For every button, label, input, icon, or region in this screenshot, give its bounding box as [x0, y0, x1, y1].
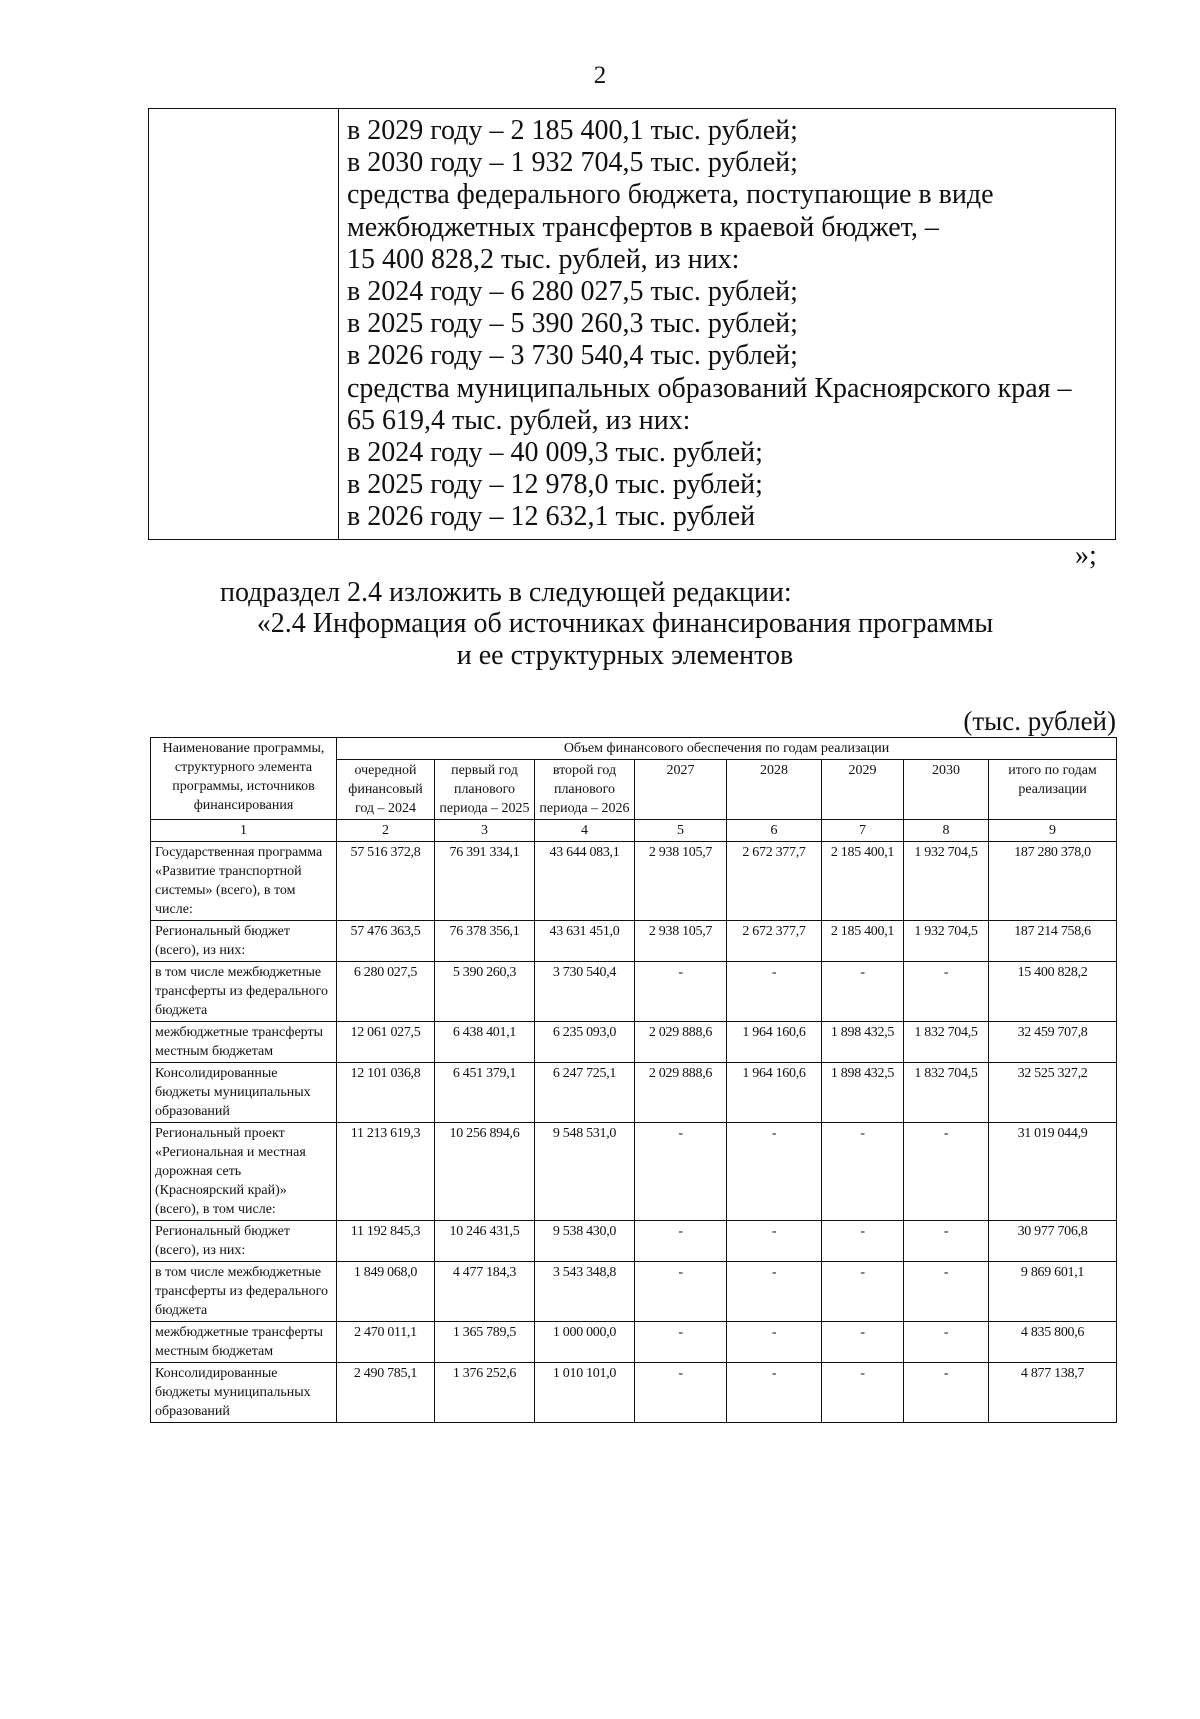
funding-line: в 2029 году – 2 185 400,1 тыс. рублей; [347, 115, 798, 146]
row-value: 1 898 432,5 [822, 1022, 904, 1063]
row-value: 2 029 888,6 [635, 1063, 727, 1123]
row-value: 2 672 377,7 [727, 842, 822, 921]
table-row [151, 1322, 1117, 1363]
row-value: - [727, 1322, 822, 1363]
row-value: 1 932 704,5 [904, 921, 989, 962]
row-value: 30 977 706,8 [989, 1221, 1117, 1262]
row-value: 2 490 785,1 [337, 1363, 435, 1423]
row-value: - [727, 962, 822, 1022]
year-header-2026: второй год планового периода – 2026 [535, 760, 635, 820]
row-value: 57 516 372,8 [337, 842, 435, 921]
row-value: - [904, 962, 989, 1022]
row-name: в том числе межбюджетные трансферты из федерального бюджета [151, 1262, 337, 1322]
row-value: 2 029 888,6 [635, 1022, 727, 1063]
row-value: 43 644 083,1 [535, 842, 635, 921]
name-column-header: Наименование программы, структурного элемента программы, источников финансирования [151, 738, 337, 820]
table-row [151, 1363, 1117, 1423]
row-value: 6 247 725,1 [535, 1063, 635, 1123]
row-name: в том числе межбюджетные трансферты из федерального бюджета [151, 962, 337, 1022]
row-value: 10 246 431,5 [435, 1221, 535, 1262]
column-number: 8 [904, 820, 989, 842]
row-value: 9 538 430,0 [535, 1221, 635, 1262]
year-header-2024: очередной финансовый год – 2024 [337, 760, 435, 820]
row-value: 2 470 011,1 [337, 1322, 435, 1363]
row-value: - [822, 1221, 904, 1262]
row-value: 32 525 327,2 [989, 1063, 1117, 1123]
continuation-table [148, 108, 1116, 540]
row-value: 1 898 432,5 [822, 1063, 904, 1123]
row-value: 1 849 068,0 [337, 1262, 435, 1322]
funding-line: в 2025 году – 5 390 260,3 тыс. рублей; [347, 308, 798, 340]
row-value: 1 010 101,0 [535, 1363, 635, 1423]
row-value: 11 192 845,3 [337, 1221, 435, 1262]
row-value: 2 938 105,7 [635, 921, 727, 962]
row-name: межбюджетные трансферты местным бюджетам [151, 1022, 337, 1063]
funding-line: 65 619,4 тыс. рублей, из них: [347, 404, 691, 436]
row-value: 43 631 451,0 [535, 921, 635, 962]
row-name: Консолидированные бюджеты муниципальных образований [151, 1363, 337, 1423]
row-value: 1 376 252,6 [435, 1363, 535, 1423]
funding-line: в 2024 году – 6 280 027,5 тыс. рублей; [347, 276, 798, 308]
column-number: 2 [337, 820, 435, 842]
row-value: 6 438 401,1 [435, 1022, 535, 1063]
section-heading: «2.4 Информация об источниках финансирования программы [256, 608, 994, 639]
financing-table [150, 737, 1117, 1423]
table-row [151, 962, 1117, 1022]
financing-table-body [151, 842, 1117, 1423]
row-value: 1 832 704,5 [904, 1063, 989, 1123]
row-value: 1 365 789,5 [435, 1322, 535, 1363]
row-value: 32 459 707,8 [989, 1022, 1117, 1063]
funding-line: в 2025 году – 12 978,0 тыс. рублей; [347, 469, 763, 501]
row-value: 9 548 531,0 [535, 1123, 635, 1221]
row-value: 1 832 704,5 [904, 1022, 989, 1063]
row-name: Региональный бюджет (всего), из них: [151, 921, 337, 962]
row-value: - [727, 1123, 822, 1221]
row-value: 10 256 894,6 [435, 1123, 535, 1221]
column-number: 4 [535, 820, 635, 842]
intro-text: подраздел 2.4 изложить в следующей редакции: [220, 577, 792, 608]
year-header-2027: 2027 [635, 760, 727, 820]
funding-line: в 2024 году – 40 009,3 тыс. рублей; [347, 437, 763, 469]
row-value: - [822, 1262, 904, 1322]
funding-line: межбюджетных трансфертов в краевой бюджет, – [347, 211, 939, 243]
row-value: - [904, 1322, 989, 1363]
row-value: - [635, 962, 727, 1022]
continuation-table-text-cell [339, 109, 1115, 539]
row-value: - [904, 1123, 989, 1221]
year-header-2025: первый год планового периода – 2025 [435, 760, 535, 820]
row-value: 2 938 105,7 [635, 842, 727, 921]
row-value: 1 000 000,0 [535, 1322, 635, 1363]
funding-line: в 2030 году – 1 932 704,5 тыс. рублей; [347, 147, 798, 179]
funding-line: в 2026 году – 12 632,1 тыс. рублей [347, 501, 756, 533]
column-number: 3 [435, 820, 535, 842]
row-value: 187 214 758,6 [989, 921, 1117, 962]
row-value: - [727, 1363, 822, 1423]
row-value: 76 391 334,1 [435, 842, 535, 921]
page-number: 2 [593, 62, 607, 89]
funding-line: 15 400 828,2 тыс. рублей, из них: [347, 243, 740, 275]
row-value: 1 964 160,6 [727, 1063, 822, 1123]
row-value: 6 451 379,1 [435, 1063, 535, 1123]
row-name: межбюджетные трансферты местным бюджетам [151, 1322, 337, 1363]
row-value: 11 213 619,3 [337, 1123, 435, 1221]
section-heading-continued: и ее структурных элементов [456, 640, 794, 671]
row-value: - [822, 1123, 904, 1221]
units-label: (тыс. рублей) [963, 706, 1116, 736]
column-number: 1 [151, 820, 337, 842]
row-value: 4 477 184,3 [435, 1262, 535, 1322]
row-value: - [904, 1221, 989, 1262]
row-value: 12 101 036,8 [337, 1063, 435, 1123]
table-row [151, 1262, 1117, 1322]
row-value: 2 185 400,1 [822, 921, 904, 962]
row-value: 2 185 400,1 [822, 842, 904, 921]
row-value: - [635, 1322, 727, 1363]
row-value: 57 476 363,5 [337, 921, 435, 962]
column-number: 9 [989, 820, 1117, 842]
table-row [151, 921, 1117, 962]
table-row [151, 1063, 1117, 1123]
row-value: 12 061 027,5 [337, 1022, 435, 1063]
row-value: 6 280 027,5 [337, 962, 435, 1022]
row-value: 6 235 093,0 [535, 1022, 635, 1063]
row-value: - [822, 1363, 904, 1423]
row-value: - [635, 1363, 727, 1423]
row-name: Государственная программа «Развитие транспортной системы» (всего), в том числе: [151, 842, 337, 921]
funding-line: в 2026 году – 3 730 540,4 тыс. рублей; [347, 340, 798, 372]
row-value: - [727, 1221, 822, 1262]
year-header-2030: 2030 [904, 760, 989, 820]
continuation-table-label-cell [149, 109, 339, 539]
column-number-row [151, 820, 1117, 842]
row-value: 5 390 260,3 [435, 962, 535, 1022]
row-value: 3 543 348,8 [535, 1262, 635, 1322]
row-value: 1 964 160,6 [727, 1022, 822, 1063]
row-value: - [822, 1322, 904, 1363]
row-value: 31 019 044,9 [989, 1123, 1117, 1221]
table-row [151, 1022, 1117, 1063]
column-number: 7 [822, 820, 904, 842]
table-row [151, 1221, 1117, 1262]
row-value: 2 672 377,7 [727, 921, 822, 962]
row-value: 15 400 828,2 [989, 962, 1117, 1022]
closing-quote: »; [1075, 540, 1097, 571]
row-name: Консолидированные бюджеты муниципальных образований [151, 1063, 337, 1123]
row-value: - [904, 1363, 989, 1423]
row-value: 3 730 540,4 [535, 962, 635, 1022]
row-value: - [727, 1262, 822, 1322]
row-value: - [822, 962, 904, 1022]
column-number: 5 [635, 820, 727, 842]
row-value: - [635, 1262, 727, 1322]
row-value: 4 877 138,7 [989, 1363, 1117, 1423]
year-header-2029: 2029 [822, 760, 904, 820]
row-name: Региональный бюджет (всего), из них: [151, 1221, 337, 1262]
row-name: Региональный проект «Региональная и местная дорожная сеть (Красноярский край)» (всего), в том числе: [151, 1123, 337, 1221]
table-row [151, 1123, 1117, 1221]
funding-line: средства муниципальных образований Красноярского края – [347, 372, 1072, 404]
year-header-2028: 2028 [727, 760, 822, 820]
row-value: 187 280 378,0 [989, 842, 1117, 921]
column-number: 6 [727, 820, 822, 842]
table-row [151, 842, 1117, 921]
row-value: - [635, 1221, 727, 1262]
funding-line: средства федерального бюджета, поступающие в виде [347, 179, 994, 211]
total-header: итого по годам реализации [989, 760, 1117, 820]
funding-group-header: Объем финансового обеспечения по годам реализации [337, 738, 1117, 760]
row-value: 76 378 356,1 [435, 921, 535, 962]
row-value: 1 932 704,5 [904, 842, 989, 921]
row-value: - [904, 1262, 989, 1322]
row-value: 9 869 601,1 [989, 1262, 1117, 1322]
row-value: 4 835 800,6 [989, 1322, 1117, 1363]
row-value: - [635, 1123, 727, 1221]
